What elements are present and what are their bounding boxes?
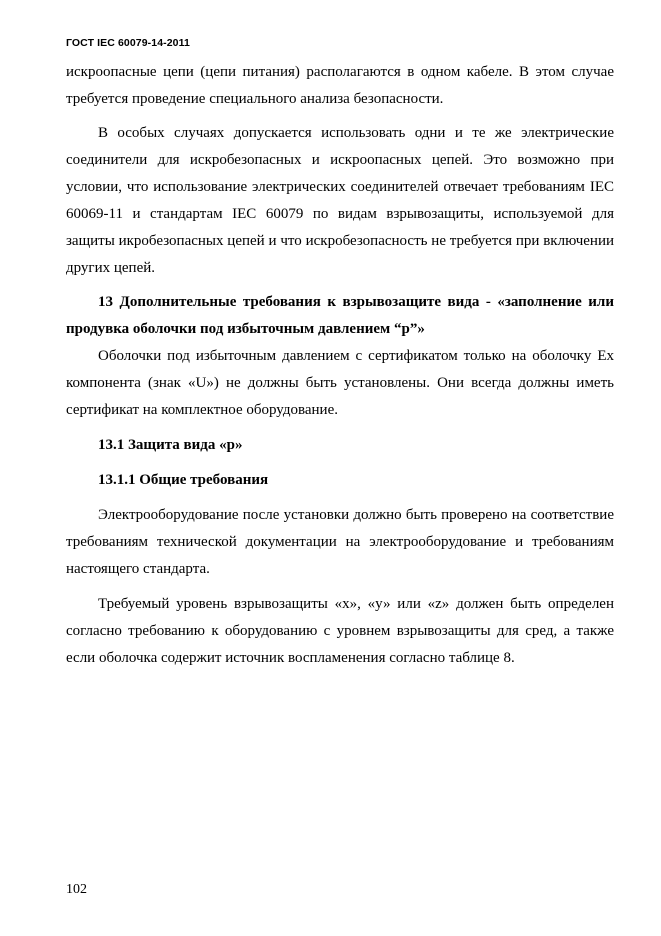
page-number: 102 — [66, 882, 87, 897]
paragraph-connectors: В особых случаях допускается использовать одни и те же электрические соединители для искробезопасных и искроопасных цепей. Это возможно при условии, что использование электрических соединителей отвечает требованиям IEC 60069-11 и стандартам IEC 60079 по видам взрывозащиты, используемой для защиты икробезопасных цепей и что искробезопасность не требуется при включении других цепей. — [66, 125, 614, 276]
document-header: ГОСТ IEC 60079-14-2011 — [66, 37, 190, 49]
section-heading-13: 13 Дополнительные требования к взрывозащите вида - «заполнение или продувка оболочки под избыточным давлением “р”» — [66, 294, 614, 337]
paragraph-pressurized-enclosures: Оболочки под избыточным давлением с сертификатом только на оболочку Ex компонента (знак «U») не должны быть установлены. Они всегда должны иметь сертификат на комплектное оборудование. — [66, 348, 614, 418]
section-heading-13-1: 13.1 Защита вида «р» — [98, 437, 243, 453]
document-body — [66, 59, 614, 672]
section-heading-13-1-1: 13.1.1 Общие требования — [98, 472, 269, 488]
paragraph-verification: Электрооборудование после установки должно быть проверено на соответствие требованиям технической документации на электрооборудование и требованиям настоящего стандарта. — [66, 507, 614, 577]
paragraph-continuation: искроопасные цепи (цепи питания) располагаются в одном кабеле. В этом случае требуется проведение специального анализа безопасности. — [66, 64, 614, 107]
paragraph-protection-level: Требуемый уровень взрывозащиты «х», «у» или «z» должен быть определен согласно требованию к оборудованию с уровнем взрывозащиты для сред, а также если оболочка содержит источник воспламенения согласно таблице 8. — [66, 596, 614, 666]
